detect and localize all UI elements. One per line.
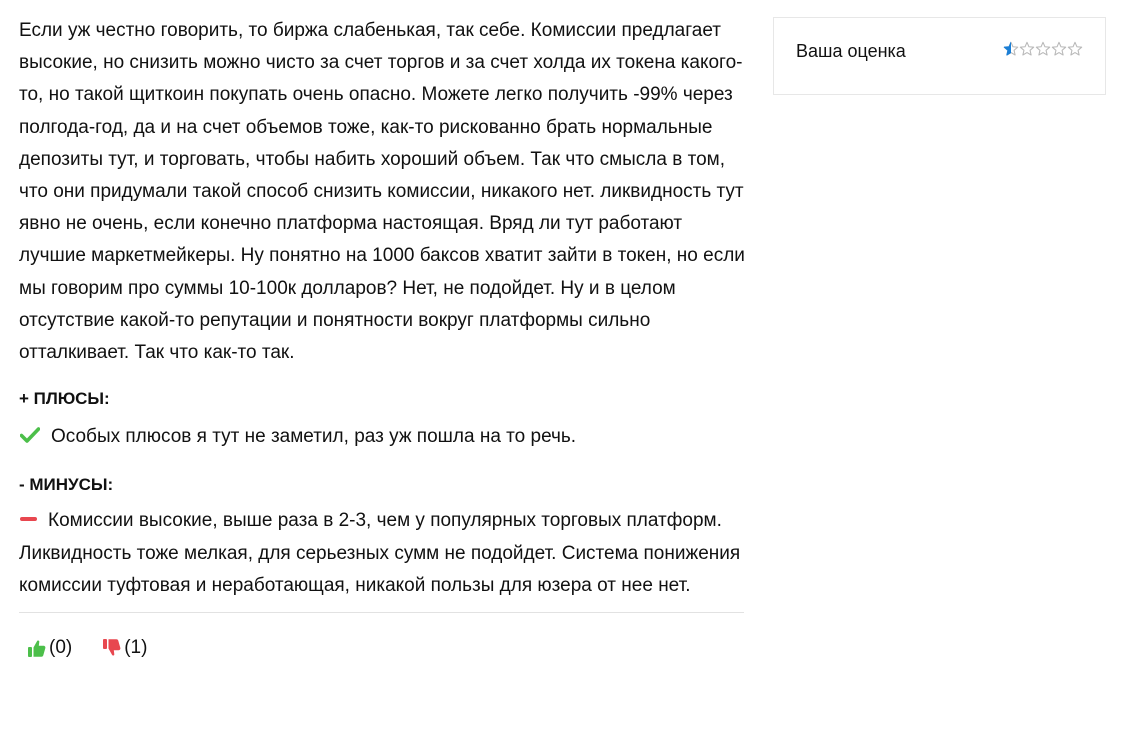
review <box>19 15 745 661</box>
star-icon-4[interactable] <box>1051 41 1067 57</box>
cons-title: - МИНУСЫ: <box>19 475 114 495</box>
minus-icon <box>20 517 37 521</box>
star-icon-1[interactable] <box>1003 41 1019 57</box>
pros-item <box>19 421 745 453</box>
pros-title: + ПЛЮСЫ: <box>19 389 110 409</box>
upvote-button[interactable] <box>28 637 72 659</box>
thumbs-down-icon <box>103 639 121 657</box>
rating-label: Ваша оценка <box>796 41 906 61</box>
check-icon <box>20 422 40 438</box>
star-icon-3[interactable] <box>1035 41 1051 57</box>
upvote-count: (0) <box>49 637 73 659</box>
divider <box>19 612 744 613</box>
star-icon-5[interactable] <box>1067 41 1083 57</box>
star-icon-2[interactable] <box>1019 41 1035 57</box>
star-rating[interactable] <box>1003 41 1083 57</box>
thumbs-up-icon <box>28 639 46 657</box>
cons-item <box>19 505 745 602</box>
downvote-button[interactable] <box>103 637 147 659</box>
review-text: Если уж честно говорить, то биржа слабенькая, так себе. Комиссии предлагает высокие, но снизить можно чисто за счет торгов и за счет холда их токена какого-то, но такой щиткоин покупать очень опасно. Можете легко получить -99% через полгода-год, да и на счет объемов тоже, как-то рискованно брать нормальные депозиты тут, и торговать, чтобы набить хороший объем. Так что смысла в том, что они придумали такой способ снизить комиссии, никакого нет. ликвидность тут явно не очень, если конечно платформа настоящая. Вряд ли тут работают лучшие маркетмейкеры. Ну понятно на 1000 баксов хватит зайти в токен, но если мы говорим про суммы 10-100к долларов? Нет, не подойдет. Ну и в целом отсутствие какой-то репутации и понятности вокруг платформы сильно отталкивает. Так что как-то так. <box>19 20 745 364</box>
pros-text: Особых плюсов я тут не заметил, раз уж пошла на то речь. <box>51 426 577 448</box>
downvote-count: (1) <box>124 637 148 659</box>
rating-card <box>773 17 1106 95</box>
vote-bar <box>19 635 745 661</box>
cons-text: Комиссии высокие, выше раза в 2-3, чем у популярных торговых платформ. Ликвидность тоже мелкая, для серьезных сумм не подойдет. Система понижения комиссии туфтовая и неработающая, никакой пользы для юзера от нее нет. <box>19 510 741 596</box>
